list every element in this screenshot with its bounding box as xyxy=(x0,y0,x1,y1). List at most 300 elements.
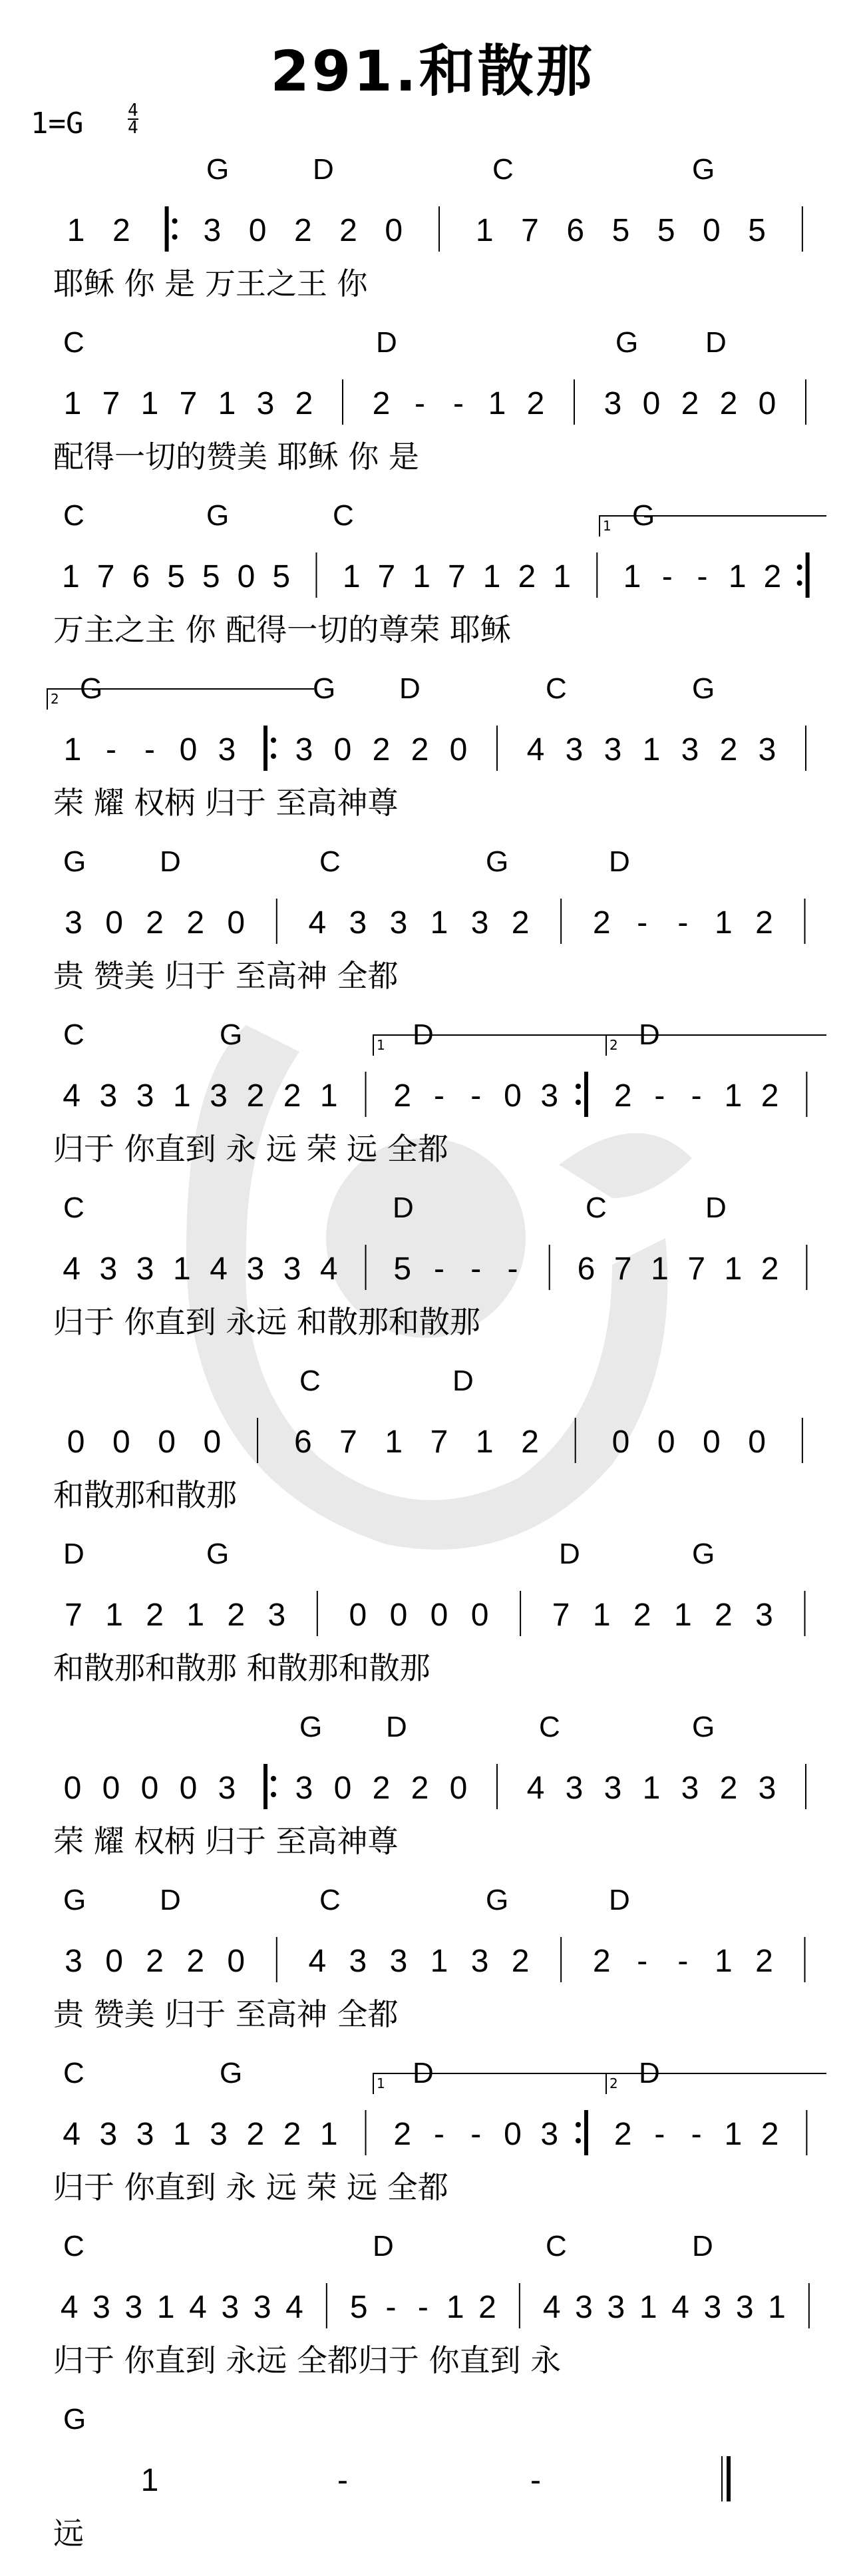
note-digit: 1 xyxy=(488,386,506,421)
note-digit: 4 xyxy=(319,1251,338,1287)
barline xyxy=(576,1072,586,1117)
note-digit: 2 xyxy=(393,2117,412,2152)
note-digit: 0 xyxy=(105,905,123,941)
note-digit: 2 xyxy=(511,1944,530,1979)
note-digit: 2 xyxy=(518,559,536,594)
note-digit: 0 xyxy=(248,213,267,248)
note-digit: 1 xyxy=(156,2290,175,2325)
note-digit: 3 xyxy=(210,2117,228,2152)
note-digit: 2 xyxy=(761,2117,779,2152)
chord-row xyxy=(0,1365,865,1404)
note-digit: 2 xyxy=(295,386,313,421)
note-digit: 0 xyxy=(112,1424,130,1460)
note-digit: 2 xyxy=(715,1598,733,1633)
chord-symbol: D xyxy=(386,1711,407,1743)
chord-symbol: G xyxy=(63,845,86,878)
time-bottom: 4 xyxy=(128,118,138,138)
note-digit: 5 xyxy=(611,213,630,248)
note-digit: 1 xyxy=(342,559,361,594)
note-digit: 2 xyxy=(186,905,205,941)
hold-dash: - xyxy=(453,386,464,421)
note-digit: 6 xyxy=(577,1251,596,1287)
note-digit: 3 xyxy=(470,1944,489,1979)
hold-dash: - xyxy=(434,1251,444,1287)
note-digit: 2 xyxy=(755,905,773,941)
note-digit: 1 xyxy=(724,1251,743,1287)
note-digit: 0 xyxy=(227,1944,246,1979)
note-digit: 3 xyxy=(389,905,408,941)
score-system xyxy=(0,672,865,845)
note-digit: 1 xyxy=(715,1944,733,1979)
note-digit: 7 xyxy=(339,1424,357,1460)
hold-dash: - xyxy=(434,2117,444,2152)
note-digit: 1 xyxy=(430,1944,448,1979)
note-digit: 3 xyxy=(681,1771,699,1806)
note-digit: 1 xyxy=(172,1251,191,1287)
note-digit: 2 xyxy=(246,2117,265,2152)
chord-symbol: D xyxy=(393,1191,414,1224)
chord-symbol: G xyxy=(692,153,715,186)
note-digit: 5 xyxy=(272,559,291,594)
note-digit: 2 xyxy=(613,1078,632,1114)
barline xyxy=(167,206,178,252)
lyric-line: 和散那和散那 xyxy=(53,1477,237,1513)
note-digit: 4 xyxy=(308,905,327,941)
note-digit: 1 xyxy=(639,2290,657,2325)
note-digit: 3 xyxy=(295,732,313,767)
chord-symbol: C xyxy=(319,845,341,878)
volta-bracket xyxy=(373,1034,607,1056)
note-digit: 3 xyxy=(565,1771,584,1806)
note-digit: 2 xyxy=(681,386,699,421)
chord-row xyxy=(0,845,865,885)
note-digit: 2 xyxy=(293,213,312,248)
volta-number: 2 xyxy=(609,2075,618,2091)
notation-line xyxy=(0,892,865,952)
note-digit: 1 xyxy=(592,1598,611,1633)
hold-dash: - xyxy=(661,559,673,594)
volta-brackets xyxy=(0,672,865,712)
note-digit: 1 xyxy=(319,2117,338,2152)
note-digit: 3 xyxy=(124,2290,143,2325)
note-digit: 3 xyxy=(470,905,489,941)
chord-row xyxy=(0,153,865,193)
note-digit: 3 xyxy=(758,732,777,767)
lyric-line: 荣 耀 权柄 归于 至高神尊 xyxy=(53,1823,399,1859)
chord-symbol: D xyxy=(705,326,727,359)
chord-symbol: G xyxy=(632,499,655,532)
hold-dash: - xyxy=(637,905,648,941)
note-digit: 5 xyxy=(748,213,766,248)
chord-symbol: D xyxy=(160,845,181,878)
note-digit: 0 xyxy=(105,1944,123,1979)
chord-symbol: C xyxy=(63,499,85,532)
chord-symbol: C xyxy=(492,153,514,186)
chord-symbol: G xyxy=(299,1711,323,1743)
score-system xyxy=(0,2403,865,2576)
chord-row xyxy=(0,326,865,366)
note-digit: 0 xyxy=(140,1771,159,1806)
note-digit: 1 xyxy=(673,1598,692,1633)
note-digit: 2 xyxy=(526,386,545,421)
chord-symbol: G xyxy=(206,499,230,532)
chord-row xyxy=(0,2403,865,2443)
note-digit: 0 xyxy=(703,213,721,248)
chord-symbol: D xyxy=(692,2230,713,2262)
hold-dash: - xyxy=(470,1078,482,1114)
chord-row xyxy=(0,1884,865,1924)
volta-brackets xyxy=(0,1018,865,1058)
note-digit: 3 xyxy=(256,386,275,421)
notation-line xyxy=(0,2450,865,2509)
note-digit: 1 xyxy=(63,732,82,767)
note-digit: 6 xyxy=(293,1424,312,1460)
hold-dash: - xyxy=(697,559,708,594)
note-digit: 2 xyxy=(372,386,391,421)
hold-dash: - xyxy=(654,2117,665,2152)
note-digit: 3 xyxy=(295,1771,313,1806)
volta-bracket xyxy=(373,2073,607,2094)
chord-symbol: C xyxy=(63,326,85,359)
note-digit: 7 xyxy=(521,213,539,248)
note-digit: 7 xyxy=(552,1598,570,1633)
key-signature xyxy=(31,101,138,140)
chord-symbol: G xyxy=(206,1538,230,1570)
note-digit: 5 xyxy=(167,559,185,594)
chord-symbol: D xyxy=(63,1538,85,1570)
chord-symbol: G xyxy=(206,153,230,186)
chord-symbol: D xyxy=(452,1365,474,1397)
note-digit: 6 xyxy=(132,559,150,594)
chord-symbol: D xyxy=(160,1884,181,1916)
note-digit: 0 xyxy=(449,1771,468,1806)
note-digit: 4 xyxy=(63,2117,81,2152)
note-digit: 3 xyxy=(246,1251,265,1287)
chord-symbol: C xyxy=(586,1191,607,1224)
note-digit: 3 xyxy=(65,1944,83,1979)
note-digit: 3 xyxy=(389,1944,408,1979)
score-system xyxy=(0,1018,865,1191)
volta-number: 1 xyxy=(377,2075,385,2091)
chord-symbol: G xyxy=(63,1884,86,1916)
note-digit: 4 xyxy=(63,1078,81,1114)
chord-symbol: G xyxy=(692,1538,715,1570)
hold-dash: - xyxy=(677,905,689,941)
note-digit: 2 xyxy=(511,905,530,941)
note-digit: 4 xyxy=(63,1251,81,1287)
lyric-line: 贵 赞美 归于 至高神 全都 xyxy=(53,1996,399,2032)
volta-bracket xyxy=(606,1034,826,1056)
note-digit: 0 xyxy=(703,1424,721,1460)
note-digit: 2 xyxy=(372,732,391,767)
note-digit: 3 xyxy=(604,386,622,421)
note-digit: 1 xyxy=(724,1078,743,1114)
note-digit: 0 xyxy=(430,1598,448,1633)
note-digit: 0 xyxy=(158,1424,176,1460)
note-digit: 1 xyxy=(319,1078,338,1114)
note-digit: 5 xyxy=(657,213,675,248)
note-digit: 1 xyxy=(715,905,733,941)
volta-number: 1 xyxy=(377,1037,385,1053)
note-digit: 0 xyxy=(63,1771,82,1806)
notation-line xyxy=(0,719,865,779)
note-digit: 4 xyxy=(60,2290,79,2325)
hold-dash: - xyxy=(470,2117,482,2152)
volta-bracket xyxy=(47,688,314,710)
note-digit: 0 xyxy=(333,1771,352,1806)
hold-dash: - xyxy=(637,1944,648,1979)
note-digit: 0 xyxy=(237,559,256,594)
notation-line xyxy=(0,1238,865,1298)
note-digit: 7 xyxy=(65,1598,83,1633)
score-system xyxy=(0,1884,865,2057)
note-digit: 0 xyxy=(389,1598,408,1633)
volta-brackets xyxy=(0,499,865,539)
chord-symbol: G xyxy=(63,2403,86,2436)
note-digit: 1 xyxy=(642,1771,661,1806)
barline xyxy=(576,2110,586,2155)
note-digit: 3 xyxy=(218,1771,236,1806)
note-digit: 2 xyxy=(227,1598,246,1633)
note-digit: 3 xyxy=(735,2290,754,2325)
note-digit: 2 xyxy=(411,732,429,767)
note-digit: 1 xyxy=(642,732,661,767)
chord-symbol: D xyxy=(373,2230,394,2262)
chord-symbol: C xyxy=(299,1365,321,1397)
chord-symbol: G xyxy=(615,326,639,359)
note-digit: 0 xyxy=(203,1424,222,1460)
hold-dash: - xyxy=(415,386,425,421)
note-digit: 3 xyxy=(99,2117,118,2152)
chord-symbol: C xyxy=(319,1884,341,1916)
hold-dash: - xyxy=(677,1944,689,1979)
hold-dash: - xyxy=(337,2463,348,2498)
lyric-line: 归于 你直到 永 远 荣 远 全都 xyxy=(53,1131,448,1167)
note-digit: 2 xyxy=(393,1078,412,1114)
note-digit: 2 xyxy=(246,1078,265,1114)
notation-line xyxy=(0,546,865,606)
note-digit: 1 xyxy=(430,905,448,941)
score-system xyxy=(0,1711,865,1884)
chord-symbol: D xyxy=(559,1538,580,1570)
barline xyxy=(722,2456,729,2501)
hold-dash: - xyxy=(385,2290,397,2325)
note-digit: 2 xyxy=(283,1078,301,1114)
note-digit: 2 xyxy=(633,1598,651,1633)
score-system xyxy=(0,499,865,672)
note-digit: 1 xyxy=(186,1598,205,1633)
note-digit: 2 xyxy=(521,1424,539,1460)
note-digit: 2 xyxy=(592,1944,611,1979)
note-digit: 3 xyxy=(349,905,367,941)
note-digit: 1 xyxy=(413,559,431,594)
note-digit: 3 xyxy=(575,2290,593,2325)
note-digit: 0 xyxy=(102,1771,120,1806)
note-digit: 2 xyxy=(719,1771,738,1806)
score-system xyxy=(0,326,865,499)
note-digit: 1 xyxy=(651,1251,669,1287)
note-digit: 1 xyxy=(385,1424,403,1460)
note-digit: 3 xyxy=(65,905,83,941)
chord-symbol: D xyxy=(639,2057,660,2089)
note-digit: 7 xyxy=(613,1251,632,1287)
note-digit: 2 xyxy=(763,559,782,594)
note-digit: 3 xyxy=(604,1771,622,1806)
note-digit: 1 xyxy=(446,2290,464,2325)
chord-symbol: C xyxy=(63,2057,85,2089)
chord-symbol: G xyxy=(692,672,715,705)
volta-bracket xyxy=(599,515,826,537)
note-digit: 0 xyxy=(227,905,246,941)
chord-symbol: D xyxy=(609,845,630,878)
note-digit: 4 xyxy=(189,2290,207,2325)
note-digit: 4 xyxy=(671,2290,689,2325)
note-digit: 1 xyxy=(724,2117,743,2152)
note-digit: 2 xyxy=(761,1078,779,1114)
score-system xyxy=(0,1538,865,1711)
hold-dash: - xyxy=(144,732,155,767)
hold-dash: - xyxy=(434,1078,444,1114)
note-digit: 2 xyxy=(112,213,130,248)
lyric-line: 远 xyxy=(53,2515,84,2551)
chord-symbol: G xyxy=(220,2057,243,2089)
time-signature xyxy=(128,103,138,136)
lyric-line: 贵 赞美 归于 至高神 全都 xyxy=(53,958,399,994)
hold-dash: - xyxy=(654,1078,665,1114)
barline xyxy=(265,1764,276,1809)
note-digit: 0 xyxy=(67,1424,85,1460)
notation-line xyxy=(0,2276,865,2336)
chord-symbol: D xyxy=(413,2057,434,2089)
note-digit: 2 xyxy=(411,1771,429,1806)
note-digit: 0 xyxy=(470,1598,489,1633)
lyric-line: 归于 你直到 永 远 荣 远 全都 xyxy=(53,2169,448,2205)
score-system xyxy=(0,153,865,326)
note-digit: 0 xyxy=(504,1078,522,1114)
chord-symbol: G xyxy=(313,672,336,705)
chord-row xyxy=(0,1191,865,1231)
chord-symbol: G xyxy=(486,1884,509,1916)
note-digit: 0 xyxy=(642,386,661,421)
note-digit: 6 xyxy=(566,213,585,248)
note-digit: 5 xyxy=(202,559,220,594)
note-digit: 0 xyxy=(504,2117,522,2152)
note-digit: 1 xyxy=(768,2290,786,2325)
barline xyxy=(797,552,808,598)
key-label: 1=G xyxy=(31,107,84,140)
note-digit: 3 xyxy=(218,732,236,767)
note-digit: 1 xyxy=(62,559,80,594)
hold-dash: - xyxy=(507,1251,518,1287)
note-digit: 3 xyxy=(136,1251,154,1287)
note-digit: 1 xyxy=(140,2463,159,2498)
note-digit: 7 xyxy=(96,559,115,594)
lyric-line: 荣 耀 权柄 归于 至高神尊 xyxy=(53,785,399,821)
chord-symbol: C xyxy=(63,2230,85,2262)
note-digit: 4 xyxy=(308,1944,327,1979)
note-digit: 3 xyxy=(755,1598,773,1633)
hold-dash: - xyxy=(470,1251,482,1287)
note-digit: 0 xyxy=(385,213,403,248)
score-system xyxy=(0,2057,865,2230)
score-system xyxy=(0,1365,865,1538)
chord-symbol: C xyxy=(539,1711,560,1743)
chord-symbol: G xyxy=(80,672,103,705)
note-digit: 2 xyxy=(761,1251,779,1287)
volta-brackets xyxy=(0,2057,865,2097)
note-digit: 3 xyxy=(136,2117,154,2152)
note-digit: 0 xyxy=(349,1598,367,1633)
note-digit: 4 xyxy=(526,1771,545,1806)
hold-dash: - xyxy=(106,732,116,767)
note-digit: 1 xyxy=(63,386,82,421)
note-digit: 2 xyxy=(146,1944,164,1979)
volta-number: 1 xyxy=(603,518,611,534)
note-digit: 0 xyxy=(657,1424,675,1460)
note-digit: 3 xyxy=(565,732,584,767)
chord-symbol: C xyxy=(546,672,567,705)
note-digit: 2 xyxy=(339,213,357,248)
notation-line xyxy=(0,1584,865,1644)
note-digit: 2 xyxy=(372,1771,391,1806)
note-digit: 2 xyxy=(592,905,611,941)
note-digit: 1 xyxy=(482,559,501,594)
note-digit: 1 xyxy=(553,559,571,594)
chord-symbol: D xyxy=(399,672,421,705)
note-digit: 3 xyxy=(283,1251,301,1287)
note-digit: 2 xyxy=(146,1598,164,1633)
note-digit: 4 xyxy=(526,732,545,767)
notation-line xyxy=(0,1411,865,1471)
note-digit: 0 xyxy=(748,1424,766,1460)
hold-dash: - xyxy=(691,2117,702,2152)
hold-dash: - xyxy=(691,1078,702,1114)
note-digit: 0 xyxy=(758,386,777,421)
note-digit: 3 xyxy=(253,2290,271,2325)
chord-symbol: D xyxy=(413,1018,434,1051)
chord-symbol: D xyxy=(313,153,334,186)
note-digit: 0 xyxy=(179,1771,198,1806)
note-digit: 7 xyxy=(377,559,396,594)
chord-symbol: C xyxy=(63,1191,85,1224)
note-digit: 1 xyxy=(67,213,85,248)
note-digit: 7 xyxy=(448,559,466,594)
chord-symbol: C xyxy=(546,2230,567,2262)
notation-line xyxy=(0,373,865,433)
note-digit: 3 xyxy=(540,1078,559,1114)
notation-line xyxy=(0,1930,865,1990)
note-digit: 1 xyxy=(475,213,494,248)
note-digit: 3 xyxy=(540,2117,559,2152)
note-digit: 2 xyxy=(146,905,164,941)
note-digit: 3 xyxy=(203,213,222,248)
note-digit: 3 xyxy=(136,1078,154,1114)
note-digit: 4 xyxy=(285,2290,303,2325)
lyric-line: 配得一切的赞美 耶稣 你 是 xyxy=(53,439,419,475)
note-digit: 1 xyxy=(172,2117,191,2152)
note-digit: 7 xyxy=(430,1424,448,1460)
note-digit: 0 xyxy=(333,732,352,767)
chord-symbol: G xyxy=(692,1711,715,1743)
chord-row xyxy=(0,1538,865,1578)
note-digit: 3 xyxy=(349,1944,367,1979)
chord-symbol: D xyxy=(376,326,397,359)
barline xyxy=(265,726,276,771)
note-digit: 4 xyxy=(542,2290,561,2325)
chord-row xyxy=(0,2230,865,2270)
note-digit: 1 xyxy=(475,1424,494,1460)
chord-symbol: G xyxy=(486,845,509,878)
